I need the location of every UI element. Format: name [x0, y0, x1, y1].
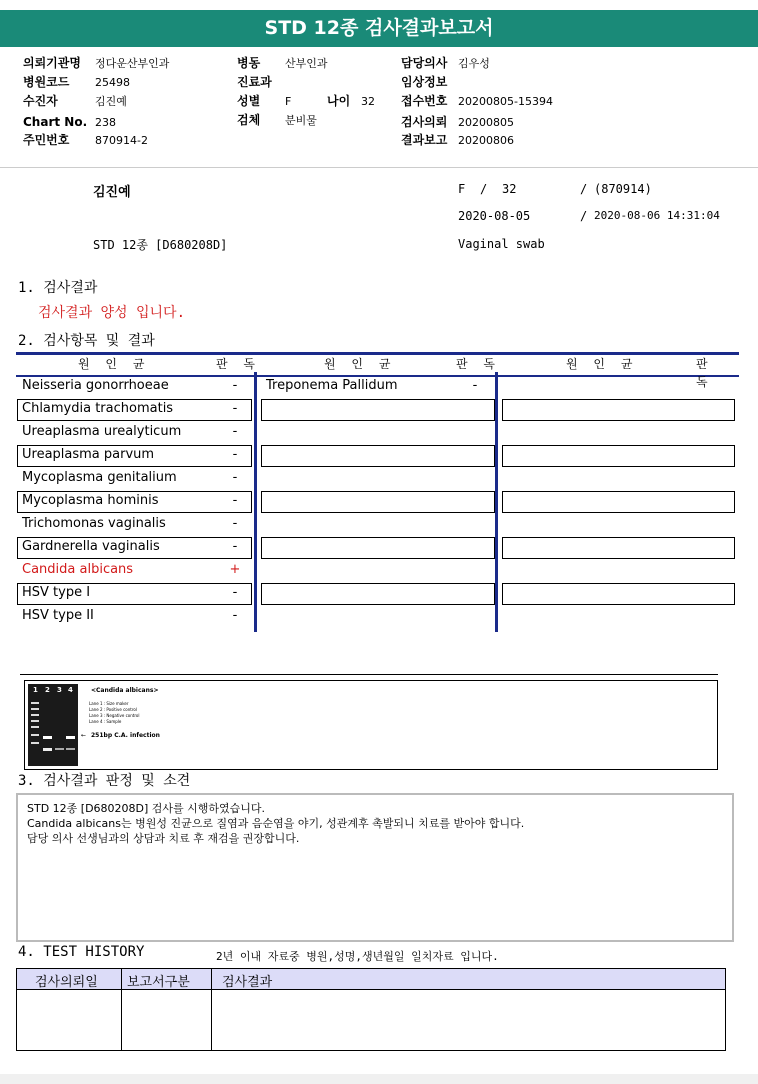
- empty-row-box: [502, 399, 735, 421]
- header-divider: [0, 167, 758, 168]
- pathogen-result: -: [472, 378, 478, 393]
- ward-value: 산부인과: [285, 57, 328, 70]
- pathogen-name: Trichomonas vaginalis: [22, 516, 166, 531]
- gel-image: [28, 684, 78, 766]
- pathogen-name: Mycoplasma genitalium: [22, 470, 177, 485]
- pathogen-result: +: [229, 562, 241, 577]
- institution-label: 의뢰기관명: [23, 56, 81, 70]
- empty-row-box: [502, 491, 735, 513]
- col2-pathogen-header: 원 인 균: [324, 357, 397, 371]
- column-divider-2: [495, 372, 498, 632]
- receipt-no-value: 20200805-15394: [458, 95, 553, 108]
- institution-value: 정다운산부인과: [95, 57, 170, 70]
- report-date-value: 20200806: [458, 134, 514, 147]
- header-info: [0, 54, 758, 154]
- history-col-request-date: 검사의뢰일: [35, 975, 98, 990]
- specimen-label: 검체: [237, 113, 261, 127]
- pathogen-result: -: [232, 401, 238, 416]
- empty-row-box: [261, 445, 495, 467]
- recipient-value: 김진예: [95, 95, 127, 108]
- col1-result-header: 판 독: [216, 357, 261, 371]
- pathogen-name: HSV type II: [22, 608, 94, 623]
- pathogen-result: -: [232, 608, 238, 623]
- history-col-report-type: 보고서구분: [127, 975, 190, 990]
- lane-1-number: 1: [33, 686, 38, 694]
- pathogen-result: -: [232, 516, 238, 531]
- pathogen-result: -: [232, 378, 238, 393]
- gel-bands: [28, 684, 78, 766]
- report-label: 결과보고: [401, 133, 448, 147]
- lane-4-number: 4: [68, 686, 73, 694]
- pathogen-name: Ureaplasma parvum: [22, 447, 155, 462]
- empty-row-box: [261, 491, 495, 513]
- pathogen-result: -: [232, 539, 238, 554]
- section-3-title: 3. 검사결과 판정 및 소견: [18, 773, 191, 789]
- gel-legend-1: Lane 1 : Size maker: [89, 701, 129, 706]
- pathogen-result: -: [232, 447, 238, 462]
- opinion-box: [16, 793, 734, 942]
- column-divider-1: [254, 372, 257, 632]
- dept-label: 진료과: [237, 75, 272, 89]
- summary-slash-3: /: [580, 209, 588, 223]
- recipient-label: 수진자: [23, 94, 58, 108]
- hospital-code-value: 25498: [95, 76, 130, 89]
- pathogen-name: Treponema Pallidum: [266, 378, 398, 393]
- request-label: 검사의뢰: [401, 115, 448, 129]
- sex-value: F: [285, 95, 292, 108]
- gel-legend-2: Lane 2 : Positive control: [89, 707, 137, 712]
- summary-sex: F: [458, 182, 466, 196]
- gel-divider: [20, 674, 718, 675]
- gel-legend-3: Lane 3 : Negative control: [89, 713, 140, 718]
- empty-row-box: [502, 445, 735, 467]
- pathogen-name: HSV type I: [22, 585, 91, 600]
- sex-label: 성별: [237, 94, 261, 108]
- pathogen-name: Gardnerella vaginalis: [22, 539, 160, 554]
- empty-row-box: [502, 583, 735, 605]
- gel-result-box: [24, 680, 718, 770]
- age-value: 32: [361, 95, 375, 108]
- lane-2-number: 2: [45, 686, 50, 694]
- opinion-line-3: 담당 의사 선생님과의 상담과 치료 후 재검을 권장합니다.: [27, 832, 300, 845]
- receipt-no-label: 접수번호: [401, 94, 448, 108]
- report-title: STD 12종 검사결과보고서: [0, 10, 758, 47]
- summary-name: 김진예: [93, 185, 131, 200]
- doctor-value: 김우성: [458, 57, 490, 70]
- opinion-line-1: STD 12종 [D680208D] 검사를 시행하였습니다.: [27, 802, 266, 815]
- summary-test: STD 12종 [D680208D]: [93, 238, 228, 252]
- summary-date-reported: 2020-08-06 14:31:04: [594, 209, 720, 222]
- gel-title: <Candida albicans>: [91, 687, 159, 694]
- opinion-line-2: Candida albicans는 병원성 진균으로 질염과 음순염을 야기, 성관계후 촉발되니 치료를 받아야 합니다.: [27, 817, 525, 830]
- doctor-label: 담당의사: [401, 56, 448, 70]
- chart-no-value: 238: [95, 116, 116, 129]
- pathogen-result: -: [232, 424, 238, 439]
- chart-no-label: Chart No.: [23, 115, 88, 129]
- pathogen-name: Mycoplasma hominis: [22, 493, 159, 508]
- pathogen-name: Neisseria gonorrhoeae: [22, 378, 169, 393]
- history-table: [16, 968, 726, 1051]
- summary-slash-2: /: [580, 182, 588, 196]
- col2-result-header: 판 독: [456, 357, 501, 371]
- clinical-label: 임상정보: [401, 75, 448, 89]
- summary-age: 32: [502, 182, 517, 196]
- pathogen-name: Candida albicans: [22, 562, 134, 577]
- pathogen-result: -: [232, 470, 238, 485]
- summary-birth: (870914): [594, 182, 652, 196]
- empty-row-box: [261, 537, 495, 559]
- summary-date-received: 2020-08-05: [458, 209, 531, 223]
- history-divider-1: [121, 969, 122, 1050]
- empty-row-box: [261, 583, 495, 605]
- col3-result-header: 판 독: [696, 357, 714, 389]
- pathogen-result: -: [232, 585, 238, 600]
- pathogen-name: Chlamydia trachomatis: [22, 401, 174, 416]
- history-header-row: [17, 969, 725, 990]
- pathogen-result: -: [232, 493, 238, 508]
- col3-pathogen-header: 원 인 균: [566, 357, 639, 371]
- gel-legend-4: Lane 4 : Sample: [89, 719, 122, 724]
- gel-band-label: 251bp C.A. infection: [91, 732, 160, 739]
- age-label: 나이: [327, 94, 351, 108]
- lane-3-number: 3: [57, 686, 62, 694]
- pathogen-name: Ureaplasma urealyticum: [22, 424, 182, 439]
- summary-slash-1: /: [480, 182, 488, 196]
- section-1-result: 검사결과 양성 입니다.: [38, 305, 186, 321]
- specimen-value: 분비물: [285, 114, 317, 127]
- summary-specimen: Vaginal swab: [458, 237, 545, 251]
- request-date-value: 20200805: [458, 116, 514, 129]
- section-1-title: 1. 검사결과: [18, 280, 98, 296]
- empty-row-box: [502, 537, 735, 559]
- col1-pathogen-header: 원 인 균: [78, 357, 151, 371]
- history-note: 2년 이내 자료중 병원,성명,생년월일 일치자료 입니다.: [216, 950, 499, 963]
- arrow-left-icon: ←: [81, 732, 87, 739]
- hospital-code-label: 병원코드: [23, 75, 70, 89]
- empty-row-box: [261, 399, 495, 421]
- section-4-title: 4. TEST HISTORY: [18, 944, 145, 960]
- history-divider-2: [211, 969, 212, 1050]
- history-col-result: 검사결과: [222, 975, 273, 990]
- resident-no-value: 870914-2: [95, 134, 148, 147]
- resident-no-label: 주민번호: [23, 133, 70, 147]
- ward-label: 병동: [237, 56, 261, 70]
- section-2-title: 2. 검사항목 및 결과: [18, 333, 155, 349]
